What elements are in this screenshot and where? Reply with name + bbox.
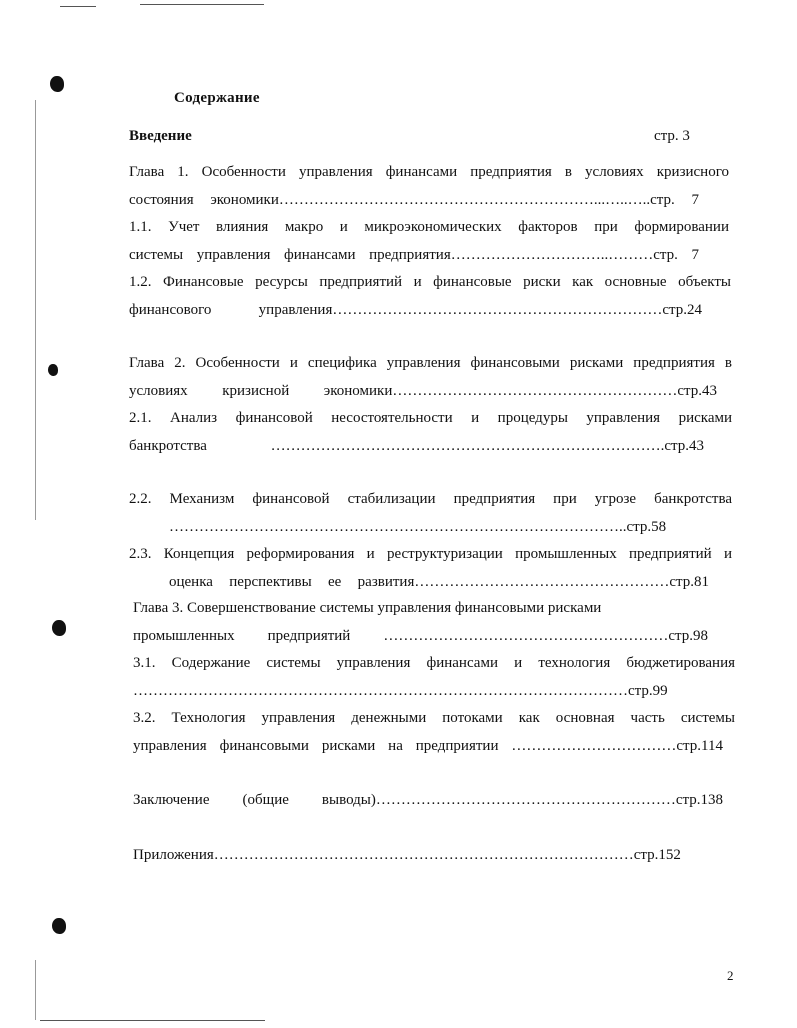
punch-hole-icon [52, 620, 66, 636]
toc-line: ………………………………………………………………………………………стр.99 [133, 683, 668, 699]
toc-line: финансового управления…………………………………………………………стр.24 [129, 302, 702, 318]
toc-line: системы управления финансами предприятия…………………………..………стр. 7 [129, 247, 699, 263]
toc-line: промышленных предприятий …………………………………………………стр.98 [133, 628, 708, 644]
page-title: Содержание [174, 90, 260, 106]
intro-page: стр. 3 [654, 128, 690, 144]
toc-line: 1.1. Учет влияния макро и микроэкономических факторов при формировании [129, 219, 729, 235]
punch-hole-icon [48, 364, 58, 376]
toc-line: ………………………………………………………………………………..стр.58 [169, 519, 667, 535]
toc-line: 1.2. Финансовые ресурсы предприятий и финансовые риски как основные объекты [129, 274, 731, 290]
toc-line: состояния экономики………………………………………………………...…..…..стр. 7 [129, 192, 699, 208]
toc-line: 2.3. Концепция реформирования и реструктуризации промышленных предприятий и [129, 546, 732, 562]
toc-line: 2.1. Анализ финансовой несостоятельности и процедуры управления рисками [129, 410, 732, 426]
intro-label: Введение [129, 128, 192, 144]
toc-line: 2.2. Механизм финансовой стабилизации предприятия при угрозе банкротства [129, 491, 732, 507]
toc-line: Глава 3. Совершенствование системы управления финансовыми рисками [133, 600, 602, 616]
toc-line: Глава 1. Особенности управления финансами предприятия в условиях кризисного [129, 164, 729, 180]
punch-hole-icon [52, 918, 66, 934]
scan-mark [35, 100, 36, 520]
toc-line: Приложения…………………………………………………………………………стр.152 [133, 847, 681, 863]
page-number: 2 [727, 968, 734, 983]
toc-line: управления финансовыми рисками на предприятии ……………………………стр.114 [133, 738, 723, 754]
toc-line: оценка перспективы ее развития……………………………………………стр.81 [169, 574, 709, 590]
punch-hole-icon [50, 76, 64, 92]
scan-mark [40, 1020, 265, 1021]
toc-line: условиях кризисной экономики…………………………………………………стр.43 [129, 383, 717, 399]
scan-mark [35, 960, 36, 1020]
toc-line: Глава 2. Особенности и специфика управления финансовыми рисками предприятия в [129, 355, 732, 371]
scan-mark [140, 4, 264, 5]
toc-line: 3.1. Содержание системы управления финансами и технология бюджетирования [133, 655, 735, 671]
toc-line: Заключение (общие выводы)……………………………………………………стр.138 [133, 792, 723, 808]
scan-mark [60, 6, 96, 7]
toc-line: 3.2. Технология управления денежными потоками как основная часть системы [133, 710, 735, 726]
toc-line: банкротства …………………………………………………………………….стр.43 [129, 438, 704, 454]
